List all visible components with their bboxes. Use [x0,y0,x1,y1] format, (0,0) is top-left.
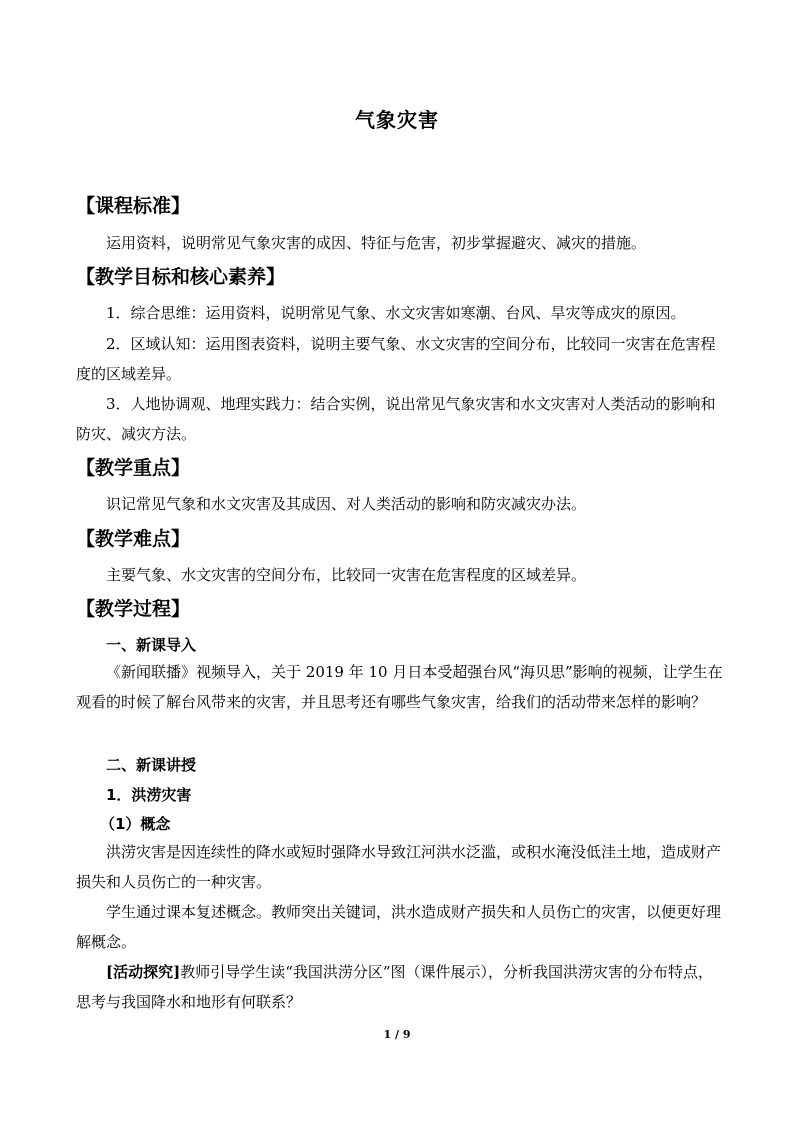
paragraph-difficulties: 主要气象、水文灾害的空间分布，比较同一灾害在危害程度的区域差异。 [106,566,587,584]
paragraph-objective-2: 2．区域认知：运用图表资料，说明主要气象、水文灾害的空间分布，比较同一灾害在危害程度的区域差异。 [76,335,716,383]
paragraph-flood-definition: 洪涝灾害是因连续性的降水或短时强降水导致江河洪水泛滥，或积水淹没低洼土地，造成财产损失和人员伤亡的一种灾害。 [76,843,722,891]
paragraph-flood-review: 学生通过课本复述概念。教师突出关键词，洪水造成财产损失和人员伤亡的灾害，以便更好理解概念。 [76,903,722,951]
paragraph-objective-3: 3．人地协调观、地理实践力：结合实例，说出常见气象灾害和水文灾害对人类活动的影响和防灾、减灾方法。 [76,395,716,443]
section-heading-key-points: 【教学重点】 [76,457,191,479]
paragraph-key-points: 识记常见气象和水文灾害及其成因、对人类活动的影响和防灾减灾办法。 [106,495,587,513]
page-number: 1 / 9 [383,1028,411,1041]
page-title: 气象灾害 [355,108,439,132]
activity-label: [活动探究] [106,963,181,981]
section-heading-process: 【教学过程】 [76,598,191,620]
paragraph-objective-1: 1．综合思维：运用资料，说明常见气象、水文灾害如寒潮、台风、旱灾等成灾的原因。 [106,304,686,322]
paragraph-intro: 《新闻联播》视频导入，关于 2019 年 10 月日本受超强台风“海贝思”影响的视频，让学生在观看的时候了解台风带来的灾害，并且思考还有哪些气象灾害，给我们的活动带来怎样的影响？ [76,663,723,711]
section-heading-difficulties: 【教学难点】 [76,528,191,550]
subheading-flood: 1．洪涝灾害 [106,786,192,804]
activity-text: 教师引导学生读“我国洪涝分区”图（课件展示），分析我国洪涝灾害的分布特点，思考与我国降水和地形有何联系？ [76,963,714,1011]
subheading-concept: （1）概念 [100,815,171,833]
section-heading-objectives: 【教学目标和核心素养】 [76,266,286,288]
paragraph-activity [76,957,724,1017]
section-heading-standard: 【课程标准】 [76,195,191,217]
subheading-intro: 一、新课导入 [106,636,197,654]
subheading-lecture: 二、新课讲授 [106,756,197,774]
paragraph-standard: 运用资料，说明常见气象灾害的成因、特征与危害，初步掌握避灾、减灾的措施。 [106,234,647,252]
